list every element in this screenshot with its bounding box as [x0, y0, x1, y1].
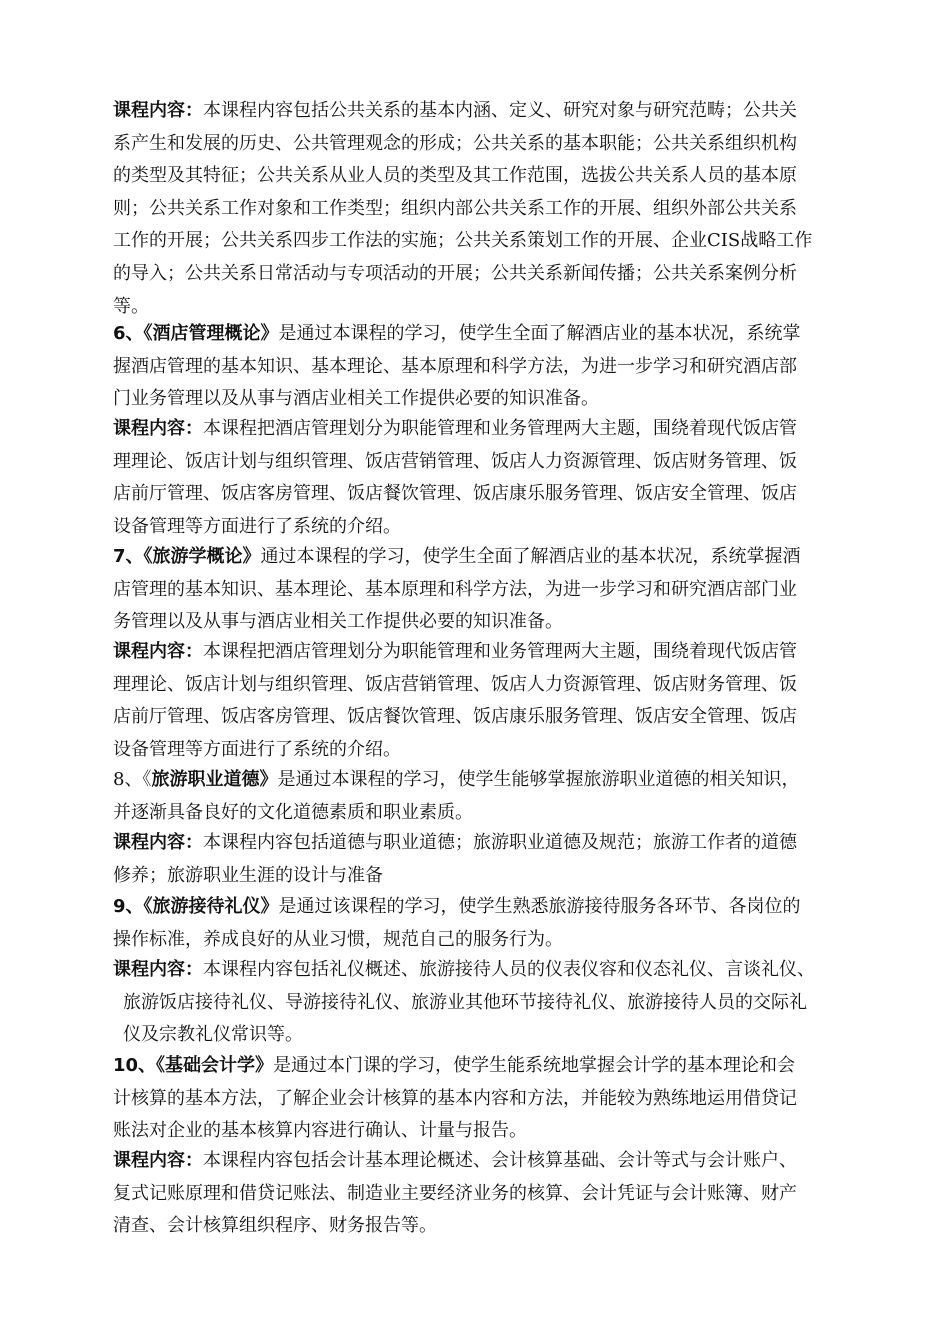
text-line — [113, 511, 873, 544]
body-text: 门业务管理以及从事与酒店业相关工作提供必要的知识准备。 — [113, 388, 599, 410]
text-line — [113, 1050, 873, 1083]
paragraph — [113, 413, 873, 543]
body-text: 是通过本课程的学习，使学生能够掌握旅游职业道德的相关知识， — [277, 769, 800, 790]
body-text: 是通过该课程的学习，使学生熟悉旅游接待服务各环节、各岗位的 — [278, 896, 801, 917]
text-line — [113, 701, 873, 734]
body-text: 店管理的基本知识、基本理论、基本原理和科学方法，为进一步学习和研究酒店部门业 — [113, 578, 797, 600]
body-text: 设备管理等方面进行了系统的介绍。 — [113, 515, 401, 537]
body-text: 修养；旅游职业生涯的设计与准备 — [113, 864, 383, 886]
body-text: 设备管理等方面进行了系统的介绍。 — [113, 738, 401, 760]
body-text: 并逐渐具备良好的文化道德素质和职业素质。 — [113, 801, 473, 823]
paragraph — [113, 1145, 873, 1243]
body-text: 本课程内容包括道德与职业道德；旅游职业道德及规范；旅游工作者的道德 — [203, 832, 797, 853]
body-text: 清查、会计核算组织程序、财务报告等。 — [113, 1215, 437, 1237]
body-text: 则；公共关系工作对象和工作类型；组织内部公共关系工作的开展、组织外部公共关系 — [113, 197, 797, 219]
body-text: 是通过本门课的学习，使学生能系统地掌握会计学的基本理论和会 — [273, 1055, 796, 1076]
text-line — [113, 924, 873, 957]
text-line — [113, 128, 873, 161]
body-text: 本课程内容包括会计基本理论概述、会计核算基础、会计等式与会计账户、 — [203, 1150, 797, 1171]
text-line — [113, 1178, 873, 1211]
body-text: 的类型及其特征；公共关系从业人员的类型及其工作范围，选拔公共关系人员的基本原 — [113, 165, 797, 187]
text-line — [113, 669, 873, 702]
body-text: 操作标准，养成良好的从业习惯，规范自己的服务行为。 — [113, 928, 563, 950]
bold-heading-text: 7、《旅游学概论》 — [113, 546, 261, 567]
text-line — [113, 954, 873, 987]
text-line — [113, 891, 873, 924]
text-line — [113, 413, 873, 446]
body-text: 计核算的基本方法，了解企业会计核算的基本内容和方法，并能较为熟练地运用借贷记 — [113, 1087, 797, 1109]
body-text: 等。 — [113, 295, 149, 317]
paragraph — [113, 764, 873, 829]
text-line — [113, 860, 873, 893]
text-line — [113, 1115, 873, 1148]
paragraph — [113, 95, 873, 323]
bold-heading-text: 课程内容： — [113, 418, 203, 439]
text-line — [113, 734, 873, 767]
body-text: 握酒店管理的基本知识、基本理论、基本原理和科学方法，为进一步学习和研究酒店部 — [113, 355, 797, 377]
body-text: 本课程内容包括公共关系的基本内涵、定义、研究对象与研究范畴；公共关 — [203, 100, 797, 121]
bold-heading-text: 课程内容： — [113, 100, 203, 121]
text-line — [113, 258, 873, 291]
paragraph — [113, 636, 873, 766]
text-line — [113, 318, 873, 351]
bold-heading-text: 课程内容： — [113, 641, 203, 662]
body-text: 复式记账原理和借贷记账法、制造业主要经济业务的核算、会计凭证与会计账簿、财产 — [113, 1182, 797, 1204]
bold-heading-text: 课程内容： — [113, 1150, 203, 1171]
text-line — [113, 1210, 873, 1243]
text-line — [113, 827, 873, 860]
body-text: 账法对企业的基本核算内容进行确认、计量与报告。 — [113, 1120, 527, 1142]
text-line — [113, 193, 873, 226]
paragraph — [113, 954, 873, 1052]
bold-heading-text: 10、《基础会计学》 — [113, 1055, 274, 1076]
text-line — [113, 351, 873, 384]
text-line — [113, 95, 873, 128]
text-line — [113, 797, 873, 830]
text-line — [113, 1019, 873, 1052]
indented-text: 仪及宗教礼仪常识等。 — [123, 1024, 303, 1046]
bold-heading-text: 课程内容： — [113, 959, 203, 980]
text-line — [113, 1145, 873, 1178]
text-line — [113, 225, 873, 258]
body-text: 的导入；公共关系日常活动与专项活动的开展；公共关系新闻传播；公共关系案例分析 — [113, 262, 797, 284]
body-text: 通过本课程的学习，使学生全面了解酒店业的基本状况，系统掌握酒 — [260, 546, 801, 567]
text-line — [113, 606, 873, 639]
body-text: 理理论、饭店计划与组织管理、饭店营销管理、饭店人力资源管理、饭店财务管理、饭 — [113, 450, 797, 472]
body-text: 8、《 — [113, 769, 152, 790]
bold-heading-text: 9、《旅游接待礼仪》 — [113, 896, 279, 917]
body-text: 本课程把酒店管理划分为职能管理和业务管理两大主题，围绕着现代饭店管 — [203, 418, 797, 439]
text-line — [113, 541, 873, 574]
body-text: 店前厅管理、饭店客房管理、饭店餐饮管理、饭店康乐服务管理、饭店安全管理、饭店 — [113, 483, 797, 505]
body-text: 本课程把酒店管理划分为职能管理和业务管理两大主题，围绕着现代饭店管 — [203, 641, 797, 662]
text-line — [113, 574, 873, 607]
text-line — [113, 383, 873, 416]
body-text: 是通过本课程的学习，使学生全面了解酒店业的基本状况，系统掌 — [278, 323, 801, 344]
text-line — [113, 987, 873, 1020]
body-text: 务管理以及从事与酒店业相关工作提供必要的知识准备。 — [113, 611, 563, 633]
text-line — [113, 478, 873, 511]
paragraph — [113, 541, 873, 639]
bold-heading-text: 课程内容： — [113, 832, 203, 853]
text-line — [113, 1083, 873, 1116]
indented-text: 旅游饭店接待礼仪、导游接待礼仪、旅游业其他环节接待礼仪、旅游接待人员的交际礼 — [123, 991, 807, 1013]
text-line — [113, 764, 873, 797]
body-text: 系产生和发展的历史、公共管理观念的形成；公共关系的基本职能；公共关系组织机构 — [113, 132, 797, 154]
paragraph — [113, 1050, 873, 1148]
body-text: 店前厅管理、饭店客房管理、饭店餐饮管理、饭店康乐服务管理、饭店安全管理、饭店 — [113, 706, 797, 728]
body-text: 理理论、饭店计划与组织管理、饭店营销管理、饭店人力资源管理、饭店财务管理、饭 — [113, 673, 797, 695]
body-text: 工作的开展；公共关系四步工作法的实施；公共关系策划工作的开展、企业CIS战略工作 — [113, 230, 813, 252]
bold-heading-text: 6、《酒店管理概论》 — [113, 323, 279, 344]
paragraph — [113, 891, 873, 956]
text-line — [113, 446, 873, 479]
paragraph — [113, 827, 873, 892]
text-line — [113, 160, 873, 193]
paragraph — [113, 318, 873, 416]
body-text: 本课程内容包括礼仪概述、旅游接待人员的仪表仪容和仪态礼仪、言谈礼仪、 — [203, 959, 815, 980]
text-line — [113, 636, 873, 669]
bold-heading-text: 旅游职业道德》 — [151, 769, 278, 790]
